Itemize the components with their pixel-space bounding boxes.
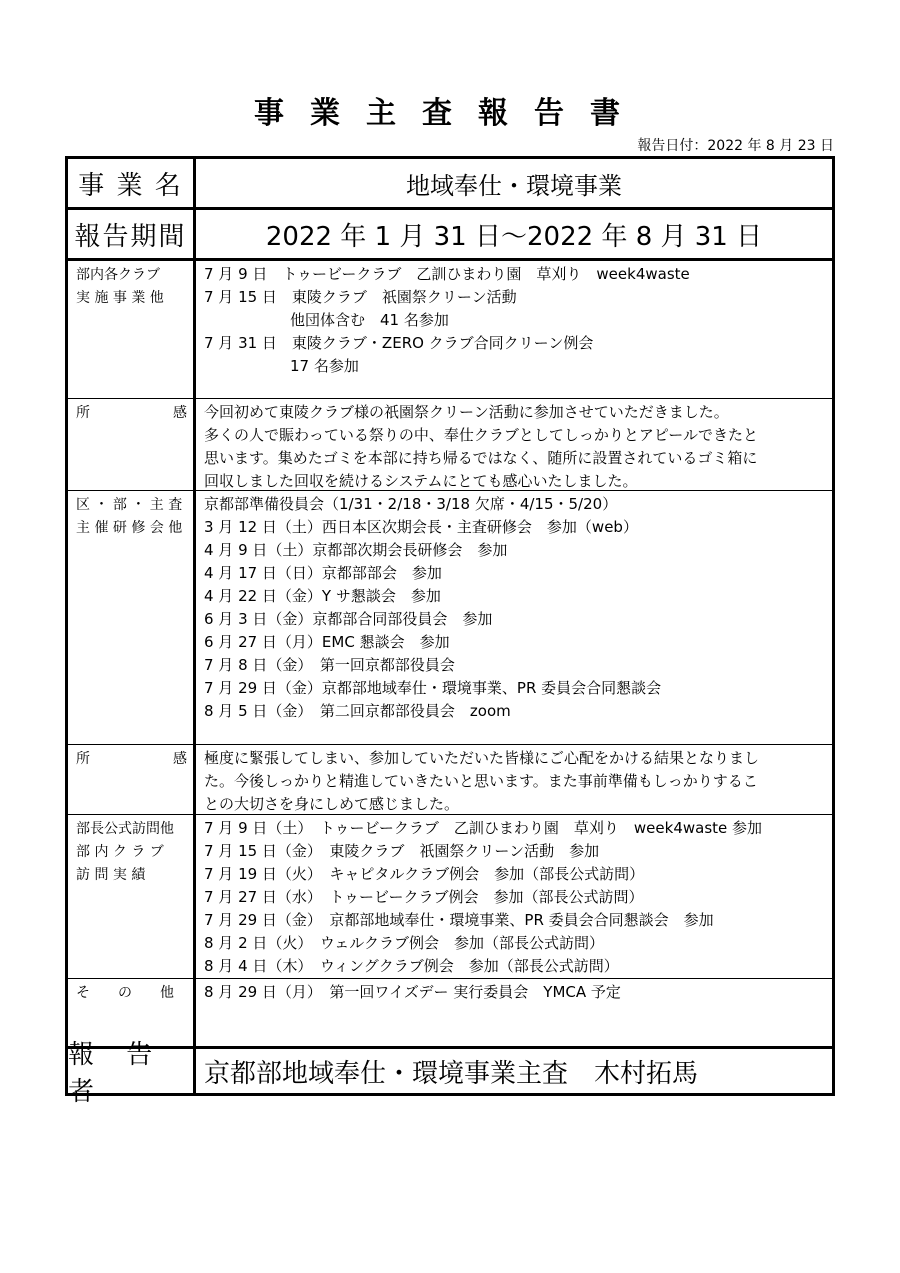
training-line: 7 月 8 日（金） 第一回京都部役員会 <box>204 656 455 674</box>
training-line: 4 月 17 日（日）京都部部会 参加 <box>204 564 442 582</box>
training-line: 3 月 12 日（土）西日本区次期会長・主査研修会 参加（web） <box>204 518 638 536</box>
label-line: 主 催 研 修 会 他 <box>76 520 183 536</box>
training-line: 4 月 9 日（土）京都部次期会長研修会 参加 <box>204 541 508 559</box>
label-char: 所 <box>76 405 90 421</box>
label-line: 部長公式訪問他 <box>76 821 174 837</box>
training-line: 4 月 22 日（金）Y サ懇談会 参加 <box>204 587 441 605</box>
club-events-content <box>196 261 832 398</box>
event-line: 他団体含む 41 名参加 <box>290 311 449 329</box>
period-label: 報告期間 <box>68 210 196 258</box>
impression-line: た。今後しっかりと精進していきたいと思います。また事前準備もしっかりするこ <box>204 772 758 790</box>
visits-row <box>68 815 832 979</box>
impression1-label <box>68 399 196 490</box>
label-line: 訪 問 実 績 <box>76 867 146 883</box>
period-value: 2022 年 1 月 31 日～2022 年 8 月 31 日 <box>265 221 763 252</box>
label-char: 感 <box>173 405 187 421</box>
visit-line: 7 月 15 日（金） 東陵クラブ 祇園祭クリーン活動 参加 <box>204 842 600 860</box>
business-name-value: 地域奉仕・環境事業 <box>406 171 622 200</box>
impression-line: 極度に緊張してしまい、参加していただいた皆様にご心配をかける結果となりまし <box>204 749 760 767</box>
training-line: 6 月 3 日（金）京都部合同部役員会 参加 <box>204 610 493 628</box>
visits-content <box>196 815 832 978</box>
training-line: 6 月 27 日（月）EMC 懇談会 参加 <box>204 633 450 651</box>
report-date: 報告日付：2022 年 8 月 23 日 <box>637 138 834 154</box>
training-label <box>68 491 196 744</box>
event-line: 7 月 15 日 東陵クラブ 祇園祭クリーン活動 <box>204 288 517 306</box>
event-line: 17 名参加 <box>290 357 359 375</box>
other-label: そ の 他 <box>68 979 196 1046</box>
impression2-label <box>68 745 196 814</box>
training-content <box>196 491 832 744</box>
visit-line: 7 月 29 日（金） 京都部地域奉仕・環境事業、PR 委員会合同懇談会 参加 <box>204 911 714 929</box>
business-name-row <box>68 159 832 210</box>
visit-line: 8 月 2 日（火） ウェルクラブ例会 参加（部長公式訪問） <box>204 934 604 952</box>
training-line: 7 月 29 日（金）京都部地域奉仕・環境事業、PR 委員会合同懇談会 <box>204 679 662 697</box>
training-line: 京都部準備役員会（1/31・2/18・3/18 欠席・4/15・5/20） <box>204 495 618 513</box>
reporter-value: 京都部地域奉仕・環境事業主査 木村拓馬 <box>204 1058 699 1089</box>
label-char: 所 <box>76 751 90 767</box>
label-line: 実 施 事 業 他 <box>76 290 164 306</box>
page-title: 事業主査報告書 <box>254 96 646 131</box>
impression-line: との大切さを身にしめて感じました。 <box>204 795 460 813</box>
training-line: 8 月 5 日（金） 第二回京都部役員会 zoom <box>204 702 511 720</box>
reporter-row <box>68 1040 832 1107</box>
period-row <box>68 210 832 261</box>
club-events-row <box>68 261 832 399</box>
other-line: 8 月 29 日（月） 第一回ワイズデー 実行委員会 YMCA 予定 <box>204 983 621 1001</box>
visit-line: 7 月 27 日（水） トゥービークラブ例会 参加（部長公式訪問） <box>204 888 644 906</box>
visit-line: 7 月 19 日（火） キャピタルクラブ例会 参加（部長公式訪問） <box>204 865 645 883</box>
impression1-content <box>196 399 832 490</box>
label-line: 部内各クラブ <box>76 267 160 283</box>
business-name-label: 事 業 名 <box>68 159 196 207</box>
report-table <box>65 156 835 1107</box>
club-events-label <box>68 261 196 398</box>
other-content <box>196 979 832 1046</box>
impression-line: 今回初めて東陵クラブ様の祇園祭クリーン活動に参加させていただきました。 <box>204 403 729 421</box>
label-line: 部 内 ク ラ ブ <box>76 844 164 860</box>
impression-line: 多くの人で賑わっている祭りの中、奉仕クラブとしてしっかりとアピールできたと <box>204 426 758 444</box>
event-line: 7 月 9 日 トゥービークラブ 乙訓ひまわり園 草刈り week4waste <box>204 265 690 283</box>
visit-line: 7 月 9 日（土） トゥービークラブ 乙訓ひまわり園 草刈り week4waste 参加 <box>204 819 763 837</box>
training-row <box>68 491 832 745</box>
impression1-row <box>68 399 832 491</box>
impression2-content <box>196 745 832 814</box>
impression-line: 思います。集めたゴミを本部に持ち帰るではなく、随所に設置されているゴミ箱に <box>204 449 758 467</box>
impression2-row <box>68 745 832 815</box>
label-line: 区 ・ 部 ・ 主 査 <box>76 497 183 513</box>
event-line: 7 月 31 日 東陵クラブ・ZERO クラブ合同クリーン例会 <box>204 334 594 352</box>
visits-label <box>68 815 196 978</box>
impression-line: 回収しました回収を続けるシステムにとても感心いたしました。 <box>204 472 638 490</box>
reporter-label: 報 告 者 <box>68 1049 196 1093</box>
visit-line: 8 月 4 日（木） ウィングクラブ例会 参加（部長公式訪問） <box>204 957 619 975</box>
label-char: 感 <box>173 751 187 767</box>
